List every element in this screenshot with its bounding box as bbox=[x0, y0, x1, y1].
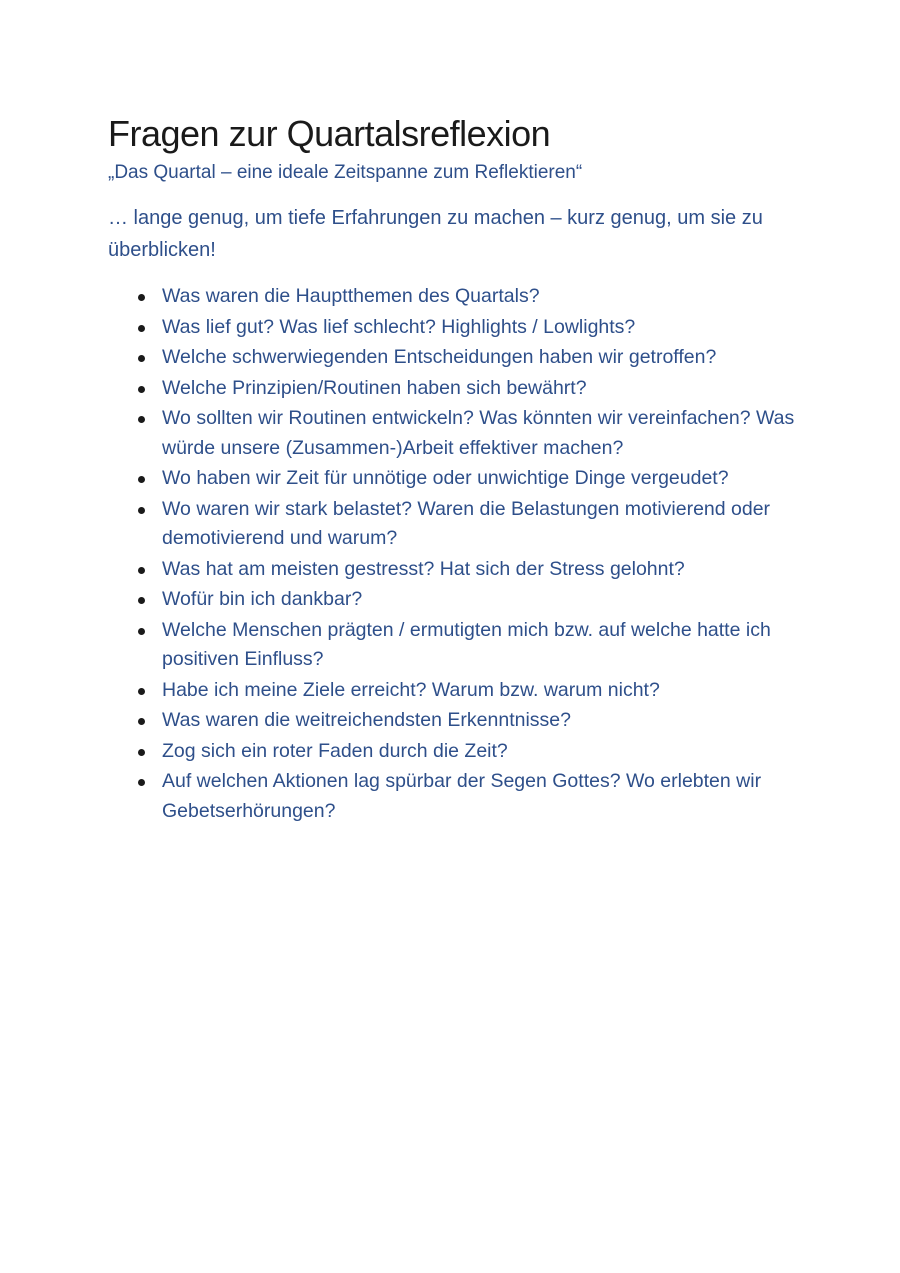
bullet-icon bbox=[138, 597, 145, 604]
bullet-icon bbox=[138, 355, 145, 362]
list-item bbox=[108, 676, 798, 706]
bullet-icon bbox=[138, 779, 145, 786]
question-text: Habe ich meine Ziele erreicht? Warum bzw. warum nicht? bbox=[162, 678, 660, 701]
document-page bbox=[108, 108, 798, 827]
page-title: Fragen zur Quartalsreflexion bbox=[108, 113, 551, 154]
list-item bbox=[108, 495, 798, 554]
question-text: Zog sich ein roter Faden durch die Zeit? bbox=[162, 739, 508, 762]
question-text: Was waren die weitreichendsten Erkenntnisse? bbox=[162, 709, 571, 731]
question-text: Wo haben wir Zeit für unnötige oder unwichtige Dinge vergeudet? bbox=[162, 467, 729, 489]
list-item bbox=[108, 616, 798, 675]
question-text: Welche Menschen prägten / ermutigten mich bzw. auf welche hatte ich positiven Einfluss? bbox=[162, 618, 771, 670]
bullet-icon bbox=[138, 688, 145, 695]
list-item bbox=[108, 706, 798, 736]
bullet-icon bbox=[138, 628, 145, 635]
list-item bbox=[108, 464, 798, 494]
list-item bbox=[108, 585, 798, 615]
question-text: Was waren die Hauptthemen des Quartals? bbox=[162, 285, 540, 307]
bullet-icon bbox=[138, 507, 145, 514]
bullet-icon bbox=[138, 294, 145, 301]
bullet-icon bbox=[138, 416, 145, 423]
question-text: Welche schwerwiegenden Entscheidungen haben wir getroffen? bbox=[162, 346, 717, 368]
list-item bbox=[108, 737, 798, 767]
list-item bbox=[108, 555, 798, 585]
question-text: Was hat am meisten gestresst? Hat sich der Stress gelohnt? bbox=[162, 557, 685, 580]
bullet-icon bbox=[138, 567, 145, 574]
question-text: Wo waren wir stark belastet? Waren die Belastungen motivierend oder demotivierend und warum? bbox=[162, 497, 771, 549]
list-item bbox=[108, 343, 798, 373]
list-item bbox=[108, 282, 798, 312]
list-item bbox=[108, 404, 798, 463]
list-item bbox=[108, 374, 798, 404]
question-text: Auf welchen Aktionen lag spürbar der Segen Gottes? Wo erlebten wir Gebetserhörungen? bbox=[162, 770, 762, 822]
bullet-icon bbox=[138, 749, 145, 756]
question-text: Was lief gut? Was lief schlecht? Highlights / Lowlights? bbox=[162, 315, 636, 338]
question-text: Wo sollten wir Routinen entwickeln? Was könnten wir vereinfachen? Was würde unsere (Zusammen-)Arbeit effektiver machen? bbox=[162, 407, 795, 459]
list-item bbox=[108, 767, 798, 826]
list-item bbox=[108, 313, 798, 343]
subtitle-quote: „Das Quartal – eine ideale Zeitspanne zum Reflektieren“ bbox=[108, 162, 583, 183]
bullet-icon bbox=[138, 386, 145, 393]
bullet-icon bbox=[138, 325, 145, 332]
bullet-icon bbox=[138, 476, 145, 483]
bullet-icon bbox=[138, 718, 145, 725]
intro-paragraph: … lange genug, um tiefe Erfahrungen zu machen – kurz genug, um sie zu überblicken! bbox=[108, 207, 763, 261]
question-text: Welche Prinzipien/Routinen haben sich bewährt? bbox=[162, 376, 587, 399]
question-text: Wofür bin ich dankbar? bbox=[162, 588, 363, 610]
question-list bbox=[108, 282, 798, 826]
